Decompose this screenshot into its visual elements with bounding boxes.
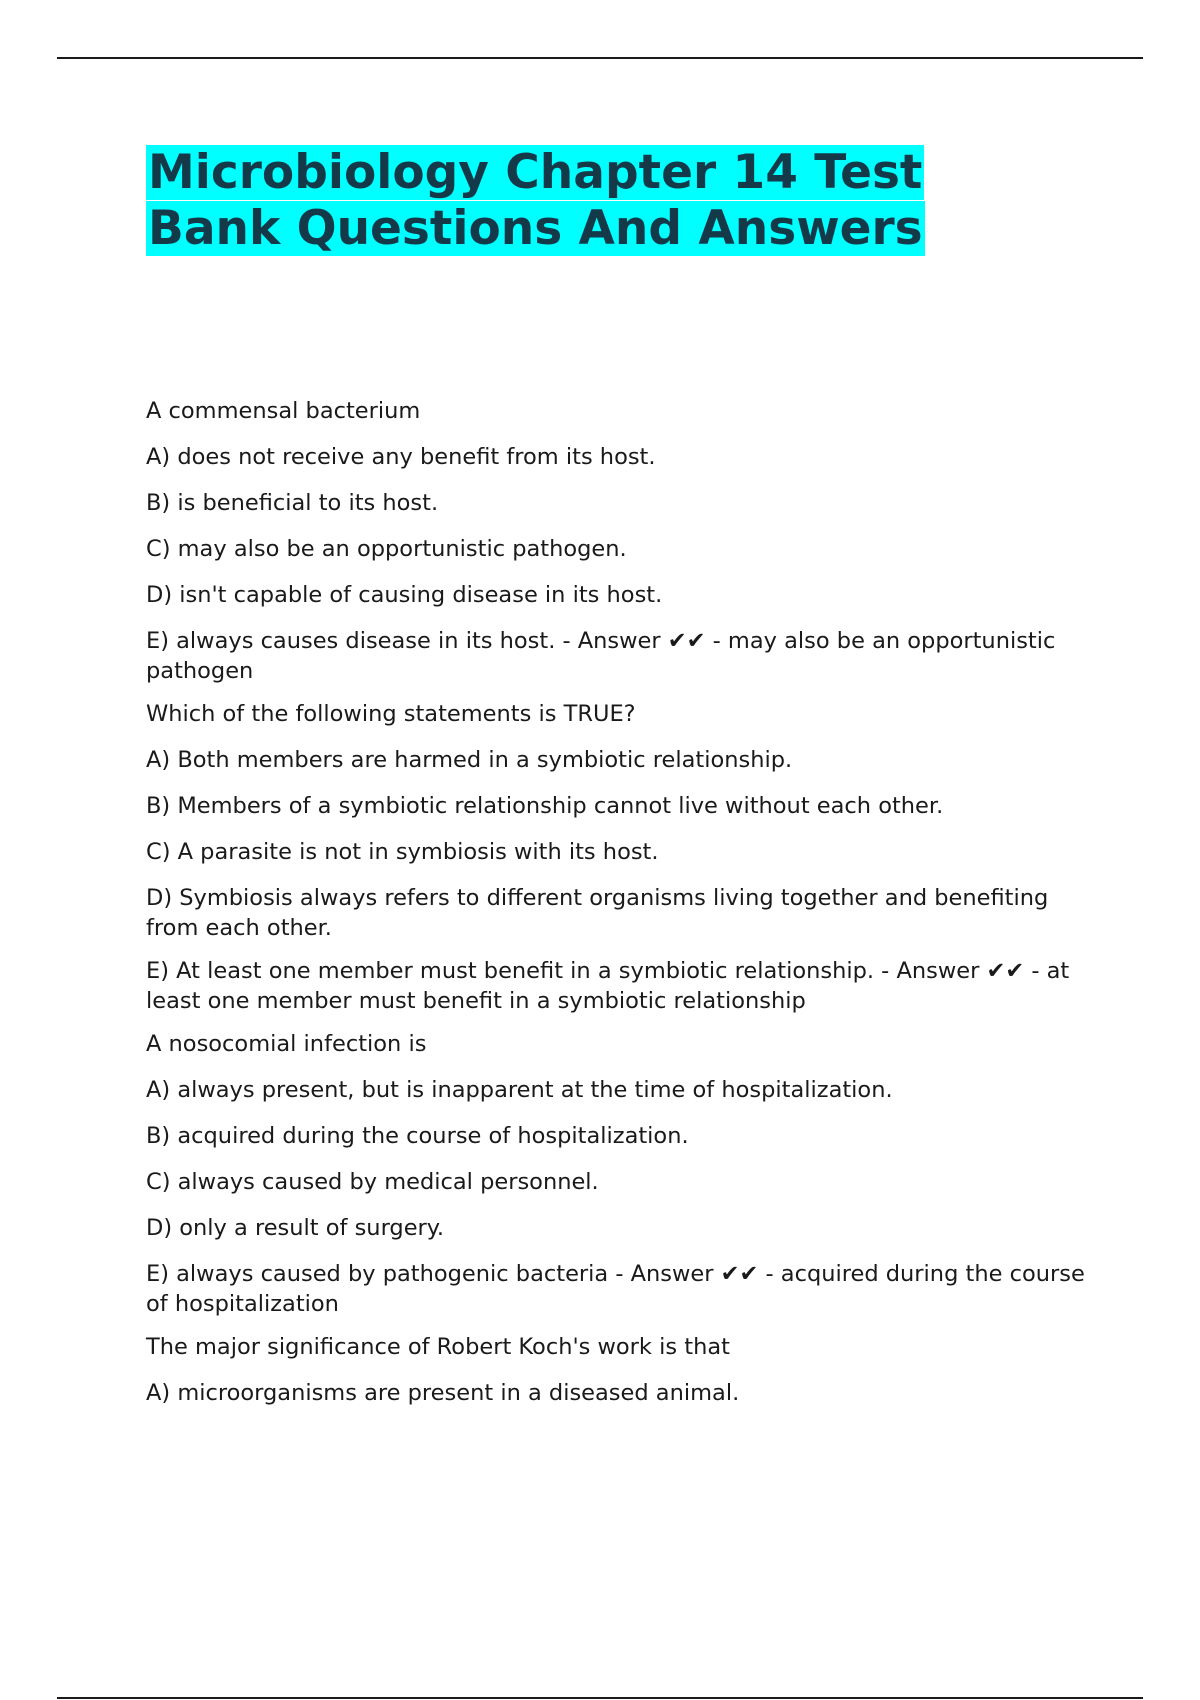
question-list	[146, 396, 1106, 1424]
question-4-stem: The major significance of Robert Koch's work is that	[146, 1334, 730, 1360]
question-3-option-a: A) always present, but is inapparent at the time of hospitalization.	[146, 1077, 893, 1103]
question-2-option-e-answer: E) At least one member must benefit in a symbiotic relationship. - Answer ✔✔ - at least one member must benefit in a symbiotic relationship	[146, 958, 1070, 1014]
question-4-option-a: A) microorganisms are present in a diseased animal.	[146, 1380, 740, 1406]
title-line-2: Bank Questions And Answers	[148, 201, 923, 256]
question-1-option-d: D) isn't capable of causing disease in its host.	[146, 582, 663, 608]
question-3-option-b: B) acquired during the course of hospitalization.	[146, 1123, 689, 1149]
question-2-stem: Which of the following statements is TRUE?	[146, 701, 636, 727]
question-3-stem: A nosocomial infection is	[146, 1031, 427, 1057]
question-1-option-c: C) may also be an opportunistic pathogen.	[146, 536, 627, 562]
question-1-stem: A commensal bacterium	[146, 398, 421, 424]
top-rule	[57, 57, 1143, 59]
title-line-1: Microbiology Chapter 14 Test	[148, 145, 923, 200]
question-3-option-e-answer: E) always caused by pathogenic bacteria - Answer ✔✔ - acquired during the course of hospitalization	[146, 1261, 1085, 1317]
question-3-option-d: D) only a result of surgery.	[146, 1215, 445, 1241]
question-3-option-c: C) always caused by medical personnel.	[146, 1169, 599, 1195]
question-2-option-c: C) A parasite is not in symbiosis with its host.	[146, 839, 659, 865]
question-2-option-a: A) Both members are harmed in a symbiotic relationship.	[146, 747, 793, 773]
question-1-option-a: A) does not receive any benefit from its host.	[146, 444, 656, 470]
question-1-option-e-answer: E) always causes disease in its host. - Answer ✔✔ - may also be an opportunistic pathogen	[146, 628, 1056, 684]
question-2-option-b: B) Members of a symbiotic relationship cannot live without each other.	[146, 793, 944, 819]
question-1-option-b: B) is beneficial to its host.	[146, 490, 439, 516]
question-2-option-d: D) Symbiosis always refers to different organisms living together and benefiting from each other.	[146, 885, 1049, 941]
page-title	[146, 145, 1046, 257]
bottom-rule	[57, 1697, 1143, 1699]
document-title	[146, 145, 1046, 257]
